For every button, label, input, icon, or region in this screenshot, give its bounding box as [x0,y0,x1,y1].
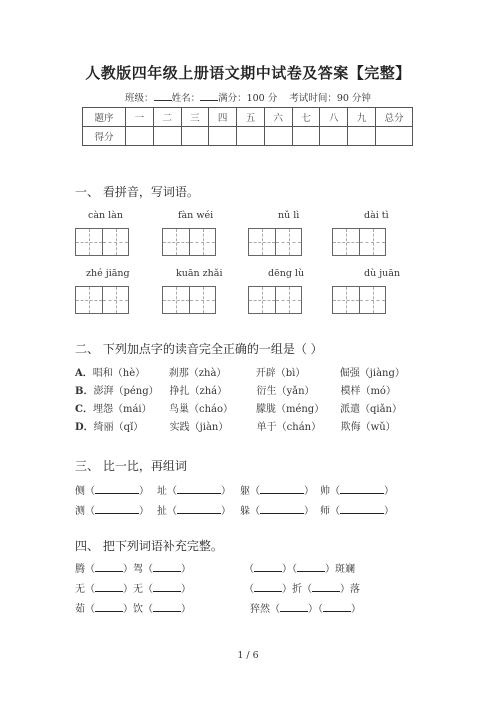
answer-blank[interactable] [260,503,304,514]
score-cell[interactable] [348,127,376,146]
writing-grid[interactable] [162,286,216,314]
idiom-left [75,600,191,615]
option-item: 派遣（qiǎn） [339,404,402,415]
section1-heading: 一、 看拼音，写词语。 [75,185,199,199]
name-label: 姓名： [171,93,201,104]
option-label: A． [75,368,93,379]
grid-cell[interactable] [76,287,102,313]
section4-heading: 四、 把下列词语补充完整。 [75,539,223,553]
char-label: 址（ [157,486,177,497]
score-header-cell: 七 [292,108,320,127]
option-item: 挣扎（zhá） [169,386,228,397]
idiom-right [244,560,355,575]
pinyin-label: zhé jiāng [86,268,130,279]
grid-cell[interactable] [249,287,275,313]
class-blank [154,91,172,101]
idiom-text: 茹（ [75,604,95,615]
answer-blank[interactable] [95,503,139,514]
score-cell[interactable] [209,127,237,146]
idiom-right [244,580,360,595]
grid-cell[interactable] [333,229,359,255]
option-item: 倔强（jiàng） [339,368,405,379]
grid-cell[interactable] [76,229,102,255]
idiom-text: ）无（ [123,584,153,595]
pinyin-label: càn làn [88,210,123,221]
score-cell[interactable] [264,127,292,146]
option-label: B． [75,386,94,397]
pinyin-label: kuān zhǎi [176,268,223,279]
score-cell[interactable] [153,127,181,146]
grid-cell[interactable] [359,229,385,255]
idiom-text: ） [351,604,361,615]
grid-cell[interactable] [163,287,189,313]
idiom-text: ）（ [282,564,297,575]
option-item: 开辟（bì） [255,368,306,379]
score-label: 满分：100 分 [218,93,278,104]
option-c[interactable] [75,400,402,415]
idiom-right [250,600,361,615]
grid-cell[interactable] [275,287,301,313]
exam-info [0,90,496,104]
option-item: 朦胧（méng） [255,404,325,415]
pinyin-label: nǔ lì [278,210,300,221]
score-cell[interactable] [237,127,265,146]
grid-cell[interactable] [359,287,385,313]
score-cell[interactable] [181,127,209,146]
score-header-cell: 二 [153,108,181,127]
answer-blank[interactable] [95,561,123,572]
pinyin-label: dài tì [364,210,389,221]
char-label: 帅（ [320,486,340,497]
char-label: 扯（ [157,506,177,517]
option-label: D． [75,422,94,433]
writing-grid[interactable] [75,228,129,256]
idiom-text: （ [244,584,254,595]
writing-grid[interactable] [332,286,386,314]
idiom-text: ）饮（ [123,604,153,615]
option-item: 模样（mó） [340,386,396,397]
answer-blank[interactable] [95,601,123,612]
option-item: 刹那（zhà） [168,368,227,379]
answer-blank[interactable] [340,503,384,514]
score-cell[interactable] [292,127,320,146]
idiom-text: ）落 [340,584,360,595]
writing-grid[interactable] [75,286,129,314]
score-header-cell: 总分 [376,108,413,127]
option-d[interactable] [75,418,396,433]
grid-cell[interactable] [163,229,189,255]
idiom-text: （ [244,564,254,575]
class-label: 班级： [125,93,154,104]
option-item: 绮丽（qǐ） [93,422,144,433]
option-item: 衍生（yǎn） [256,386,315,397]
grid-cell[interactable] [189,287,215,313]
option-item: 欺侮（wǔ） [340,422,396,433]
char-label: 侧（ [75,486,95,497]
score-cell[interactable] [320,127,348,146]
pinyin-label: dēng lù [268,268,305,279]
option-item: 实践（jiàn） [169,422,229,433]
answer-blank[interactable] [297,561,325,572]
score-header-cell: 四 [209,108,237,127]
score-header-cell: 五 [237,108,265,127]
compare-row: 测（ ） 扯（ ） 躲（ ） 师（ ） [75,502,394,517]
page-title: 人教版四年级上册语文期中试卷及答案【完整】 [85,64,411,82]
score-header-cell: 三 [181,108,209,127]
answer-blank[interactable] [254,561,282,572]
answer-blank[interactable] [177,503,221,514]
char-label: 躲（ [240,506,260,517]
char-label: 师（ [320,506,340,517]
writing-grid[interactable] [162,228,216,256]
answer-blank[interactable] [177,483,221,494]
grid-cell[interactable] [333,287,359,313]
idiom-text: ）（ [308,604,323,615]
answer-blank[interactable] [95,581,123,592]
section2-heading: 二、 下列加点字的读音完全正确的一组是（ ） [75,342,323,356]
option-item: 唱和（hè） [92,368,146,379]
grid-cell[interactable] [102,287,128,313]
char-label: 躯（ [240,486,260,497]
grid-cell[interactable] [275,229,301,255]
pinyin-label: fàn wéi [178,210,214,221]
idiom-text: ）驾（ [123,564,153,575]
score-row-label: 得分 [83,127,126,146]
option-a[interactable] [75,364,405,379]
answer-blank[interactable] [95,483,139,494]
answer-blank[interactable] [312,581,340,592]
grid-cell[interactable] [249,229,275,255]
answer-blank[interactable] [153,601,181,612]
score-value-row [83,127,413,146]
answer-blank[interactable] [254,581,282,592]
writing-grid[interactable] [248,228,302,256]
writing-grid[interactable] [248,286,302,314]
score-header-cell: 八 [320,108,348,127]
answer-blank[interactable] [280,601,308,612]
idiom-left [75,580,191,595]
idiom-text: ）折（ [282,584,312,595]
writing-grid[interactable] [332,228,386,256]
idiom-text: ） [181,564,191,575]
idiom-text: 腾（ [75,564,95,575]
idiom-text: ） [181,604,191,615]
option-label: C． [75,404,93,415]
idiom-left [75,560,191,575]
idiom-text: 无（ [75,584,95,595]
score-cell[interactable] [126,127,154,146]
score-header-row [83,108,413,127]
grid-cell[interactable] [102,229,128,255]
option-item: 单于（chán） [256,422,322,433]
score-header-cell: 题序 [83,108,126,127]
pinyin-label: dù juān [364,268,401,279]
char-label: 测（ [75,506,95,517]
time-label: 考试时间：90 分钟 [289,93,371,104]
score-header-cell: 六 [264,108,292,127]
name-blank [200,91,218,101]
answer-blank[interactable] [153,561,181,572]
idiom-text: 猝然（ [250,604,280,615]
answer-blank[interactable] [340,483,384,494]
page-number: 1 / 6 [237,650,259,661]
compare-row: 侧（ ） 址（ ） 躯（ ） 帅（ ） [75,482,394,497]
option-b[interactable] [75,382,396,397]
option-item: 埋怨（mái） [92,404,152,415]
idiom-text: ） [181,584,191,595]
option-item: 鸟巢（cháo） [168,404,233,415]
answer-blank[interactable] [260,483,304,494]
score-header-cell: 九 [348,108,376,127]
answer-blank[interactable] [153,581,181,592]
section3-heading: 三、 比一比，再组词 [75,459,187,473]
idiom-text: ）斑斓 [325,564,355,575]
score-cell[interactable] [376,127,413,146]
score-header-cell: 一 [126,108,154,127]
answer-blank[interactable] [323,601,351,612]
score-table [82,107,413,146]
option-item: 澎湃（péng） [93,386,159,397]
grid-cell[interactable] [189,229,215,255]
